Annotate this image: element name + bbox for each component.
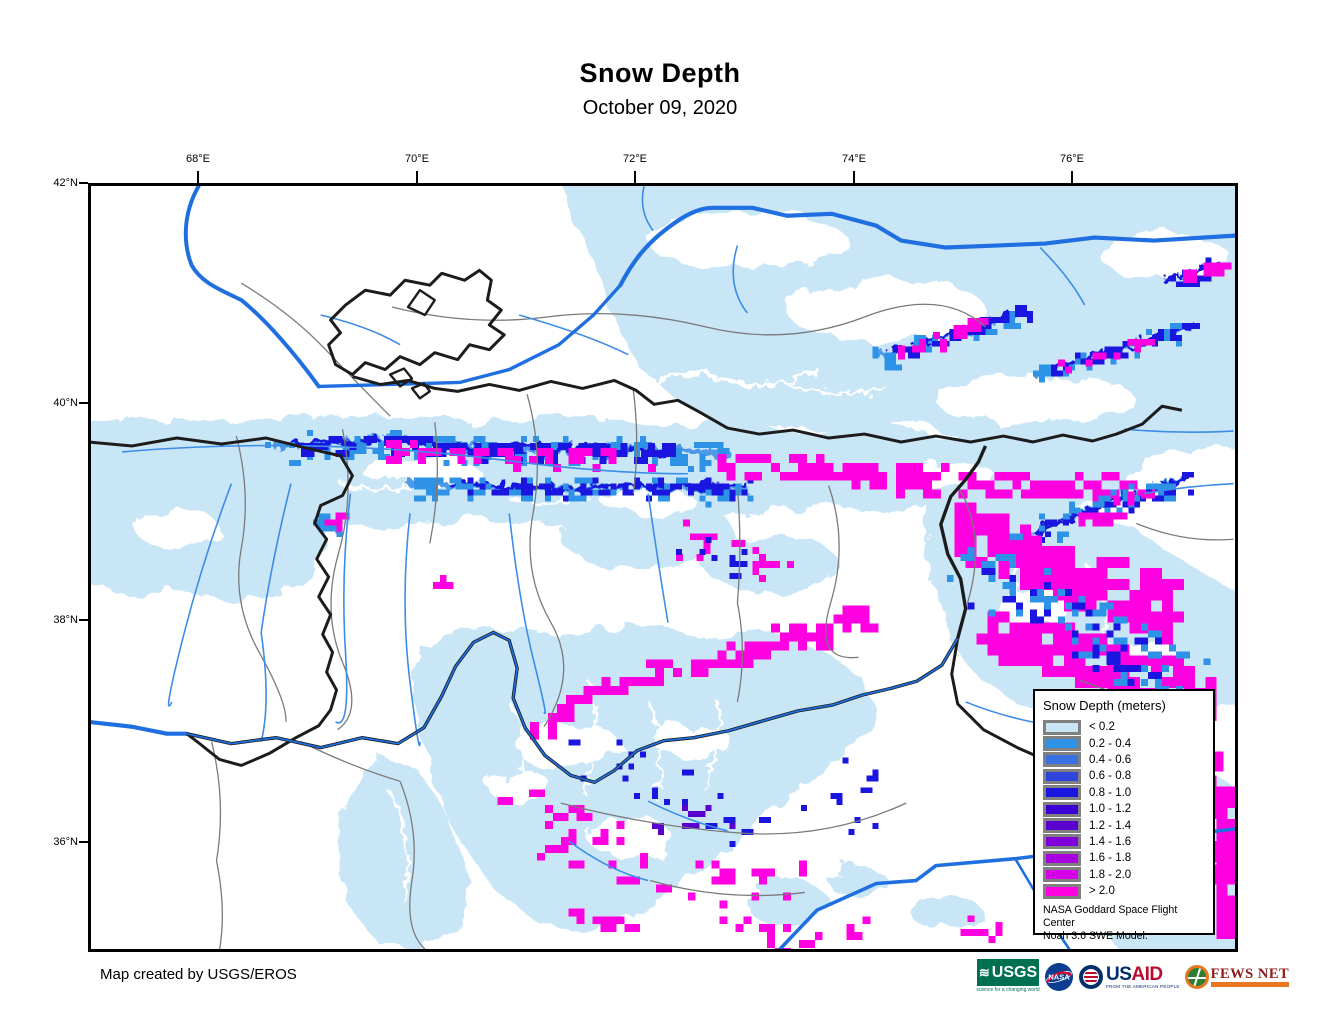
title-block [0, 58, 1320, 120]
legend-swatch [1043, 851, 1081, 866]
longitude-label: 72°E [623, 153, 647, 165]
legend-swatch [1043, 867, 1081, 882]
legend-item [1043, 719, 1207, 735]
legend-item [1043, 817, 1207, 833]
legend-item-label: 0.4 - 0.6 [1089, 753, 1132, 766]
fews-globe-icon [1185, 965, 1209, 989]
longitude-tick [416, 171, 418, 183]
usgs-logo [977, 959, 1039, 995]
logo-row [977, 958, 1289, 996]
longitude-tick [634, 171, 636, 183]
latitude-label: 40°N [53, 397, 78, 409]
legend-item [1043, 735, 1207, 751]
legend-item [1043, 883, 1207, 899]
usaid-aid-text: AID [1131, 963, 1163, 985]
usaid-tagline: FROM THE AMERICAN PEOPLE [1106, 983, 1180, 989]
legend-item [1043, 785, 1207, 801]
longitude-tick [197, 171, 199, 183]
legend-item-label: 0.8 - 1.0 [1089, 786, 1132, 799]
legend-swatch [1043, 736, 1081, 751]
fewsnet-bar [1211, 982, 1290, 987]
legend-swatch [1043, 802, 1081, 817]
legend-item [1043, 768, 1207, 784]
longitude-tick [853, 171, 855, 183]
legend-item-label: 0.2 - 0.4 [1089, 737, 1132, 750]
latitude-label: 38°N [53, 614, 78, 626]
usaid-us-text: US [1106, 963, 1132, 985]
map-frame [88, 183, 1238, 952]
longitude-label: 74°E [842, 153, 866, 165]
legend-swatch [1043, 818, 1081, 833]
legend-item [1043, 752, 1207, 768]
legend-title: Snow Depth (meters) [1043, 698, 1166, 713]
legend-note-line2: Noah 3.6 SWE Model. [1043, 930, 1148, 943]
legend-item-label: 1.2 - 1.4 [1089, 819, 1132, 832]
svg-text:NASA: NASA [1048, 972, 1070, 982]
usgs-wave-icon: ≋ [978, 964, 990, 980]
legend-item-label: > 2.0 [1089, 885, 1115, 898]
usaid-seal-icon [1079, 965, 1103, 989]
legend-item [1043, 801, 1207, 817]
longitude-tick [1071, 171, 1073, 183]
latitude-tick [79, 182, 88, 184]
legend-swatch [1043, 769, 1081, 784]
nasa-meatball-icon [1044, 962, 1074, 992]
legend-swatch [1043, 785, 1081, 800]
latitude-tick [79, 402, 88, 404]
legend-item-label: 1.6 - 1.8 [1089, 852, 1132, 865]
fewsnet-logo [1185, 965, 1290, 989]
legend-note-line1: NASA Goddard Space Flight Center [1043, 904, 1178, 930]
latitude-label: 42°N [53, 177, 78, 189]
nasa-logo [1044, 962, 1074, 992]
legend-items [1043, 719, 1207, 899]
legend-swatch [1043, 834, 1081, 849]
page-title: Snow Depth [579, 58, 741, 88]
usgs-tagline: science for a changing world [976, 987, 1040, 993]
legend-swatch [1043, 720, 1081, 735]
attribution-text: Map created by USGS/EROS [100, 966, 297, 983]
legend-item-label: 0.6 - 0.8 [1089, 770, 1132, 783]
legend-item-label: 1.0 - 1.2 [1089, 803, 1132, 816]
legend-item [1043, 850, 1207, 866]
legend-item-label: 1.4 - 1.6 [1089, 835, 1132, 848]
usgs-logo-text: USGS [991, 963, 1038, 981]
latitude-tick [79, 841, 88, 843]
legend-swatch [1043, 884, 1081, 899]
longitude-label: 70°E [405, 153, 429, 165]
longitude-label: 76°E [1060, 153, 1084, 165]
legend-note [1043, 904, 1207, 943]
latitude-tick [79, 619, 88, 621]
legend-item-label: < 0.2 [1089, 721, 1115, 734]
longitude-label: 68°E [186, 153, 210, 165]
legend-item-label: 1.8 - 2.0 [1089, 868, 1132, 881]
usaid-logo [1079, 965, 1180, 990]
latitude-label: 36°N [53, 836, 78, 848]
fewsnet-logo-text: FEWS NET [1210, 965, 1290, 982]
legend-item [1043, 867, 1207, 883]
legend [1033, 689, 1215, 943]
page-subtitle: October 09, 2020 [582, 97, 738, 119]
legend-item [1043, 834, 1207, 850]
legend-swatch [1043, 752, 1081, 767]
